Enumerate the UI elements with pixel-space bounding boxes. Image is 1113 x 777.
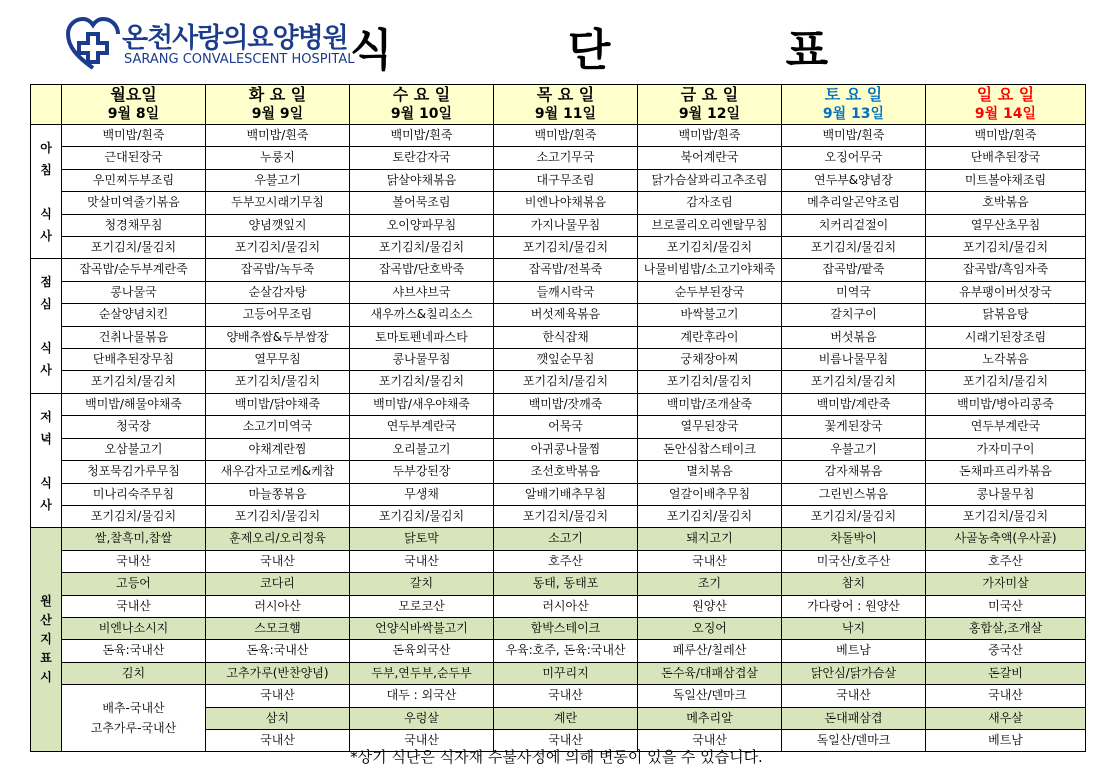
menu-item: 조선호박볶음	[494, 461, 638, 483]
menu-item: 비름나물무침	[782, 349, 926, 371]
day-date: 9월 12일	[638, 105, 782, 125]
menu-item: 궁채장아찌	[638, 349, 782, 371]
ingredient-name: 닭토막	[350, 528, 494, 550]
day-name: 목 요 일	[494, 85, 638, 106]
origin-row	[31, 550, 1086, 572]
ingredient-row	[31, 617, 1086, 639]
origin-value: 페루산/칠레산	[638, 640, 782, 662]
meal-label-char	[31, 181, 61, 203]
menu-item: 미트볼야채조림	[926, 169, 1086, 191]
ingredient-name: 두부,연두부,순두부	[350, 662, 494, 684]
menu-item: 근대된장국	[62, 147, 206, 169]
menu-item: 백미밥/조개살죽	[638, 393, 782, 415]
menu-item: 계란후라이	[638, 326, 782, 348]
ingredient-name: 동태, 동태포	[494, 573, 638, 595]
menu-item: 포기김치/물김치	[350, 371, 494, 393]
menu-item: 오리불고기	[350, 438, 494, 460]
meal-row	[31, 147, 1086, 169]
meal-label-char: 침	[40, 162, 52, 177]
origin-label-char: 산	[40, 613, 52, 628]
menu-item: 백미밥/흰죽	[62, 125, 206, 147]
menu-item: 야채계란찜	[206, 438, 350, 460]
meal-row	[31, 461, 1086, 483]
ingredient-name: 돼지고기	[638, 528, 782, 550]
day-name: 월요일	[62, 85, 206, 106]
menu-item: 단배추된장무침	[62, 349, 206, 371]
origin-value: 국내산	[350, 729, 494, 751]
menu-item: 어묵국	[494, 416, 638, 438]
origin-value: 대두 : 외국산	[350, 685, 494, 707]
menu-item: 양배추쌈&두부쌈장	[206, 326, 350, 348]
menu-item: 포기김치/물김치	[494, 371, 638, 393]
origin-value: 국내산	[926, 685, 1086, 707]
ingredient-row	[31, 528, 1086, 550]
day-name: 토 요 일	[782, 85, 926, 106]
ingredient-name: 스모크햄	[206, 617, 350, 639]
day-name: 일 요 일	[926, 85, 1086, 106]
menu-item: 청국장	[62, 416, 206, 438]
menu-item: 바싹불고기	[638, 304, 782, 326]
origin-value: 국내산	[62, 595, 206, 617]
kimchi-origin-note	[62, 685, 206, 752]
menu-item: 잡곡밥/녹두죽	[206, 259, 350, 281]
heart-cross-icon	[66, 16, 120, 72]
menu-item: 오징어무국	[782, 147, 926, 169]
menu-item: 버섯볶음	[782, 326, 926, 348]
ingredient-name: 우렁살	[350, 707, 494, 729]
menu-item: 비엔나야채볶음	[494, 192, 638, 214]
menu-item: 양념깻잎지	[206, 214, 350, 236]
menu-item: 순살양념치킨	[62, 304, 206, 326]
menu-item: 볼어묵조림	[350, 192, 494, 214]
ingredient-name: 훈제오리/오리정육	[206, 528, 350, 550]
menu-item: 포기김치/물김치	[638, 505, 782, 527]
page-title: 식 단 표	[350, 25, 909, 76]
menu-item: 연두부계란국	[350, 416, 494, 438]
origin-value: 국내산	[494, 685, 638, 707]
menu-item: 미역국	[782, 281, 926, 303]
menu-item: 알배기배추무침	[494, 483, 638, 505]
menu-item: 연두부&양념장	[782, 169, 926, 191]
menu-item: 백미밥/병아리콩죽	[926, 393, 1086, 415]
meal-row	[31, 214, 1086, 236]
menu-item: 맛살미역줄기볶음	[62, 192, 206, 214]
menu-item: 포기김치/물김치	[206, 371, 350, 393]
origin-value: 미국산/호주산	[782, 550, 926, 572]
meal-row	[31, 237, 1086, 259]
menu-item: 치커리겉절이	[782, 214, 926, 236]
menu-item: 나물비빔밥/소고기야채죽	[638, 259, 782, 281]
menu-item: 새우까스&칠리소스	[350, 304, 494, 326]
menu-item: 토마토펜네파스타	[350, 326, 494, 348]
menu-item: 연두부계란국	[926, 416, 1086, 438]
ingredient-name: 오징어	[638, 617, 782, 639]
menu-item: 미나리숙주무침	[62, 483, 206, 505]
menu-item: 고등어무조림	[206, 304, 350, 326]
menu-item: 포기김치/물김치	[350, 237, 494, 259]
origin-row	[31, 640, 1086, 662]
ingredient-row	[31, 573, 1086, 595]
menu-item: 콩나물국	[62, 281, 206, 303]
date-header-row	[31, 105, 1086, 125]
meal-label	[31, 393, 62, 527]
corner-cell	[31, 85, 62, 125]
menu-item: 백미밥/닭야채죽	[206, 393, 350, 415]
meal-label-char: 점	[40, 275, 52, 290]
menu-item: 유부팽이버섯장국	[926, 281, 1086, 303]
menu-item: 북어계란국	[638, 147, 782, 169]
menu-item: 호박볶음	[926, 192, 1086, 214]
menu-item: 잡곡밥/팥죽	[782, 259, 926, 281]
menu-item: 포기김치/물김치	[782, 237, 926, 259]
menu-item: 가자미구이	[926, 438, 1086, 460]
origin-label-char: 지	[40, 632, 52, 647]
meal-label-char: 사	[40, 497, 52, 512]
meal-row	[31, 259, 1086, 281]
menu-item: 오이양파무침	[350, 214, 494, 236]
ingredient-name: 사골농축액(우사골)	[926, 528, 1086, 550]
meal-label-char: 식	[40, 341, 52, 356]
meal-row	[31, 326, 1086, 348]
meal-row	[31, 192, 1086, 214]
ingredient-name: 돈수육/대패삼겹살	[638, 662, 782, 684]
menu-item: 들깨시락국	[494, 281, 638, 303]
origin-value: 호주산	[494, 550, 638, 572]
ingredient-name: 홍합살,조개살	[926, 617, 1086, 639]
origin-value: 가다랑어 : 원양산	[782, 595, 926, 617]
origin-value: 베트남	[926, 729, 1086, 751]
menu-item: 마늘쫑볶음	[206, 483, 350, 505]
day-header-row	[31, 85, 1086, 106]
origin-value: 호주산	[926, 550, 1086, 572]
day-name: 금 요 일	[638, 85, 782, 106]
meal-label-char: 아	[40, 140, 52, 155]
menu-item: 포기김치/물김치	[782, 505, 926, 527]
menu-item: 백미밥/해물야채죽	[62, 393, 206, 415]
meal-label-char: 녁	[40, 431, 52, 446]
origin-value: 독일산/덴마크	[782, 729, 926, 751]
day-date: 9월 8일	[62, 105, 206, 125]
menu-item: 꽃게된장국	[782, 416, 926, 438]
menu-item: 백미밥/흰죽	[350, 125, 494, 147]
menu-item: 포기김치/물김치	[926, 237, 1086, 259]
meal-label-char: 저	[40, 409, 52, 424]
menu-item: 돈안심찹스테이크	[638, 438, 782, 460]
day-date: 9월 13일	[782, 105, 926, 125]
menu-item: 메추리알곤약조림	[782, 192, 926, 214]
menu-item: 한식잡채	[494, 326, 638, 348]
origin-value: 독일산/덴마크	[638, 685, 782, 707]
origin-value: 돈육외국산	[350, 640, 494, 662]
logo-english-text: SARANG CONVALESCENT HOSPITAL	[124, 52, 355, 67]
origin-value: 베트남	[782, 640, 926, 662]
meal-row	[31, 438, 1086, 460]
ingredient-name: 가자미살	[926, 573, 1086, 595]
page-header	[0, 0, 1113, 84]
meal-row	[31, 281, 1086, 303]
origin-value: 중국산	[926, 640, 1086, 662]
ingredient-name: 미꾸리지	[494, 662, 638, 684]
menu-item: 오삼불고기	[62, 438, 206, 460]
menu-item: 깻잎순무침	[494, 349, 638, 371]
day-date: 9월 11일	[494, 105, 638, 125]
menu-item: 포기김치/물김치	[206, 505, 350, 527]
menu-item: 백미밥/흰죽	[638, 125, 782, 147]
day-name: 수 요 일	[350, 85, 494, 106]
menu-item: 포기김치/물김치	[926, 371, 1086, 393]
meal-label-char: 식	[40, 475, 52, 490]
menu-item: 포기김치/물김치	[782, 371, 926, 393]
menu-item: 토란감자국	[350, 147, 494, 169]
kimchi-note-line: 고추가루-국내산	[90, 721, 177, 736]
menu-item: 잡곡밥/단호박죽	[350, 259, 494, 281]
footnote: *상기 식단은 식자재 수불사정에 의해 변동이 있을 수 있습니다.	[350, 748, 763, 766]
menu-item: 새우감자고로케&케찹	[206, 461, 350, 483]
origin-label-char: 원	[40, 594, 52, 609]
meal-row	[31, 416, 1086, 438]
menu-item: 건취나물볶음	[62, 326, 206, 348]
ingredient-name: 비엔나소시지	[62, 617, 206, 639]
menu-item: 포기김치/물김치	[638, 237, 782, 259]
origin-value: 미국산	[926, 595, 1086, 617]
day-date: 9월 10일	[350, 105, 494, 125]
menu-item: 대구무조림	[494, 169, 638, 191]
origin-value: 돈육:국내산	[62, 640, 206, 662]
menu-item: 멸치볶음	[638, 461, 782, 483]
ingredient-name: 닭안심/닭가슴살	[782, 662, 926, 684]
menu-item: 우민찌두부조림	[62, 169, 206, 191]
menu-item: 백미밥/흰죽	[206, 125, 350, 147]
ingredient-name: 낙지	[782, 617, 926, 639]
meal-row	[31, 349, 1086, 371]
menu-item: 갈치구이	[782, 304, 926, 326]
origin-value: 국내산	[494, 729, 638, 751]
meal-plan-table	[30, 84, 1086, 752]
origin-label-char: 표	[40, 651, 52, 666]
menu-item: 소고기무국	[494, 147, 638, 169]
menu-item: 콩나물무침	[350, 349, 494, 371]
origin-value: 우육:호주, 돈육:국내산	[494, 640, 638, 662]
ingredient-name: 소고기	[494, 528, 638, 550]
menu-item: 우불고기	[782, 438, 926, 460]
menu-item: 백미밥/흰죽	[782, 125, 926, 147]
meal-row	[31, 483, 1086, 505]
origin-value: 국내산	[62, 550, 206, 572]
ingredient-name: 고등어	[62, 573, 206, 595]
ingredient-name: 코다리	[206, 573, 350, 595]
menu-item: 포기김치/물김치	[638, 371, 782, 393]
ingredient-name: 메추리알	[638, 707, 782, 729]
menu-item: 우불고기	[206, 169, 350, 191]
day-date: 9월 14일	[926, 105, 1086, 125]
ingredient-name: 계란	[494, 707, 638, 729]
menu-item: 포기김치/물김치	[350, 505, 494, 527]
menu-item: 샤브샤브국	[350, 281, 494, 303]
menu-item: 아귀콩나물찜	[494, 438, 638, 460]
meal-row	[31, 125, 1086, 147]
menu-item: 포기김치/물김치	[494, 237, 638, 259]
menu-item: 잡곡밥/흑임자죽	[926, 259, 1086, 281]
menu-item: 노각볶음	[926, 349, 1086, 371]
meal-row	[31, 393, 1086, 415]
menu-item: 닭살야채볶음	[350, 169, 494, 191]
menu-item: 백미밥/잣깨죽	[494, 393, 638, 415]
meal-row	[31, 371, 1086, 393]
menu-item: 그린빈스볶음	[782, 483, 926, 505]
ingredient-row	[31, 662, 1086, 684]
menu-item: 포기김치/물김치	[926, 505, 1086, 527]
menu-item: 포기김치/물김치	[62, 505, 206, 527]
day-name: 화 요 일	[206, 85, 350, 106]
menu-item: 순살감자탕	[206, 281, 350, 303]
menu-item: 두부강된장	[350, 461, 494, 483]
origin-value: 국내산	[350, 550, 494, 572]
menu-item: 콩나물무침	[926, 483, 1086, 505]
menu-item: 잡곡밥/순두부계란죽	[62, 259, 206, 281]
menu-item: 단배추된장국	[926, 147, 1086, 169]
ingredient-name: 갈치	[350, 573, 494, 595]
origin-value: 국내산	[206, 685, 350, 707]
menu-item: 포기김치/물김치	[206, 237, 350, 259]
day-date: 9월 9일	[206, 105, 350, 125]
kimchi-note-line: 배추-국내산	[102, 701, 165, 716]
menu-item: 얼갈이배추무침	[638, 483, 782, 505]
ingredient-name: 돈대패삼겹	[782, 707, 926, 729]
origin-value: 국내산	[638, 729, 782, 751]
menu-item: 감자채볶음	[782, 461, 926, 483]
meal-label-char: 사	[40, 363, 52, 378]
hospital-logo	[66, 16, 355, 72]
origin-label-char: 시	[40, 670, 52, 685]
origin-value: 국내산	[638, 550, 782, 572]
meal-label-char: 사	[40, 228, 52, 243]
ingredient-name: 쌀,찰흑미,찹쌀	[62, 528, 206, 550]
menu-item: 열무무침	[206, 349, 350, 371]
menu-item: 포기김치/물김치	[62, 371, 206, 393]
menu-item: 버섯제육볶음	[494, 304, 638, 326]
menu-item: 닭가슴살꽈리고추조림	[638, 169, 782, 191]
origin-row	[31, 685, 1086, 707]
origin-value: 모로코산	[350, 595, 494, 617]
logo-korean-text: 온천사랑의요양병원	[122, 23, 348, 54]
origin-value: 돈육:국내산	[206, 640, 350, 662]
meal-row	[31, 304, 1086, 326]
meal-label-char: 식	[40, 206, 52, 221]
ingredient-name: 돈갈비	[926, 662, 1086, 684]
ingredient-name: 김치	[62, 662, 206, 684]
menu-item: 열무산초무침	[926, 214, 1086, 236]
ingredient-name: 참치	[782, 573, 926, 595]
ingredient-name: 차돌박이	[782, 528, 926, 550]
menu-item: 두부꼬시래기무침	[206, 192, 350, 214]
menu-item: 청포묵김가루무침	[62, 461, 206, 483]
ingredient-name: 조기	[638, 573, 782, 595]
menu-item: 포기김치/물김치	[62, 237, 206, 259]
menu-item: 청경채무침	[62, 214, 206, 236]
origin-value: 국내산	[782, 685, 926, 707]
ingredient-name: 새우살	[926, 707, 1086, 729]
menu-item: 백미밥/흰죽	[494, 125, 638, 147]
origin-value: 러시아산	[494, 595, 638, 617]
menu-item: 무생채	[350, 483, 494, 505]
ingredient-name: 언양식바싹불고기	[350, 617, 494, 639]
origin-value: 국내산	[206, 550, 350, 572]
origin-label	[31, 528, 62, 752]
menu-item: 감자조림	[638, 192, 782, 214]
meal-label-char	[31, 450, 61, 472]
origin-value: 국내산	[206, 729, 350, 751]
origin-row	[31, 595, 1086, 617]
menu-item: 잡곡밥/전복죽	[494, 259, 638, 281]
origin-value: 러시아산	[206, 595, 350, 617]
menu-item: 포기김치/물김치	[494, 505, 638, 527]
menu-item: 닭볶음탕	[926, 304, 1086, 326]
menu-item: 백미밥/새우야채죽	[350, 393, 494, 415]
meal-label-char: 심	[40, 297, 52, 312]
menu-item: 소고기미역국	[206, 416, 350, 438]
menu-item: 누룽지	[206, 147, 350, 169]
meal-row	[31, 169, 1086, 191]
menu-item: 백미밥/계란죽	[782, 393, 926, 415]
menu-item: 시래기된장조림	[926, 326, 1086, 348]
meal-label-char	[31, 315, 61, 337]
meal-label	[31, 125, 62, 259]
meal-row	[31, 505, 1086, 527]
ingredient-name: 함박스테이크	[494, 617, 638, 639]
menu-item: 돈채파프리카볶음	[926, 461, 1086, 483]
origin-value: 원양산	[638, 595, 782, 617]
menu-item: 열무된장국	[638, 416, 782, 438]
menu-item: 브로콜리오리엔탈무침	[638, 214, 782, 236]
menu-item: 백미밥/흰죽	[926, 125, 1086, 147]
menu-item: 순두부된장국	[638, 281, 782, 303]
ingredient-name: 고추가루(반찬양념)	[206, 662, 350, 684]
ingredient-name: 삼치	[206, 707, 350, 729]
meal-label	[31, 259, 62, 393]
menu-item: 가지나물무침	[494, 214, 638, 236]
